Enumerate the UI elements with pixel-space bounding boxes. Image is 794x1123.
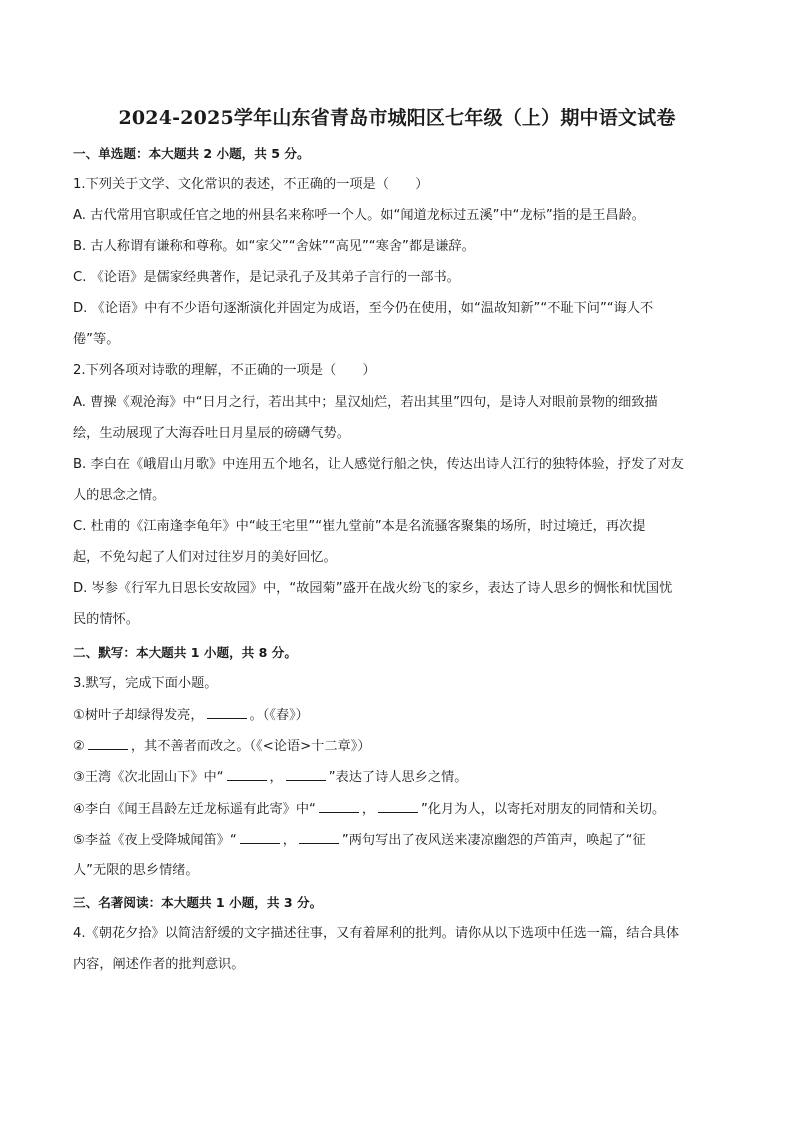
question-2-option-c: C. 杜甫的《江南逢李龟年》中“岐王宅里”“崔九堂前”本是名流骚客聚集的场所，时过境迁，再次提 [73,519,646,534]
dictation-text: ， [269,770,283,785]
dictation-text: ， [282,833,296,848]
dictation-line-1 [73,705,723,726]
dictation-line-3 [73,767,723,788]
answer-blank[interactable] [286,767,326,781]
dictation-line-5 [73,830,723,851]
dictation-text: ，其不善者而改之。（《<论语>十二章》） [130,739,371,754]
page-title: 2024-2025学年山东省青岛市城阳区七年级（上）期中语文试卷 [118,107,676,129]
answer-blank[interactable] [88,736,128,750]
question-3-stem: 3.默写，完成下面小题。 [73,676,218,691]
question-2-option-c-cont: 起，不免勾起了人们对过往岁月的美好回忆。 [73,550,337,565]
question-4-stem-cont: 内容，阐述作者的批判意识。 [73,957,245,972]
section-heading-3: 三、名著阅读：本大题共 1 小题，共 3 分。 [73,895,323,910]
dictation-text: ”两句写出了夜风送来凄凉幽怨的芦笛声，唤起了“征 [341,833,646,848]
question-2-stem: 2.下列各项对诗歌的理解，不正确的一项是（ ） [73,363,376,378]
question-2-option-a: A. 曹操《观沧海》中“日月之行，若出其中；星汉灿烂，若出其里”四句，是诗人对眼前景物的细致描 [73,395,658,410]
answer-blank[interactable] [207,705,247,719]
question-2-option-b: B. 李白在《峨眉山月歌》中连用五个地名，让人感觉行船之快，传达出诗人江行的独特体验，抒发了对友 [73,457,684,472]
answer-blank[interactable] [240,830,280,844]
dictation-text: ”表达了诗人思乡之情。 [328,770,468,785]
dictation-text: ①树叶子却绿得发亮， [73,708,204,723]
question-1-option-d: D. 《论语》中有不少语句逐渐演化并固定为成语，至今仍在使用，如“温故知新”“不耻下问”“诲人不 [73,301,654,316]
question-2-option-a-cont: 绘，生动展现了大海吞吐日月星辰的磅礴气势。 [73,426,350,441]
question-1-option-b: B. 古人称谓有谦称和尊称。如“家父”“舍妹”“高见”“寒舍”都是谦辞。 [73,239,475,254]
section-heading-2: 二、默写：本大题共 1 小题，共 8 分。 [73,645,297,660]
dictation-text: ， [361,802,376,817]
answer-blank[interactable] [319,799,359,813]
dictation-text: 。（《春》） [249,708,309,723]
dictation-text: ② [73,739,85,754]
dictation-text: ③王湾《次北固山下》中“ [73,770,224,785]
section-heading-1: 一、单选题：本大题共 2 小题，共 5 分。 [73,146,310,161]
question-4-stem: 4.《朝花夕拾》以简洁舒缓的文字描述往事，又有着犀利的批判。请你从以下选项中任选一篇，结合具体 [73,926,680,941]
answer-blank[interactable] [299,830,339,844]
dictation-text: ④李白《闻王昌龄左迁龙标遥有此寄》中“ [73,802,316,817]
dictation-line-4 [73,799,723,820]
question-2-option-d-cont: 民的情怀。 [73,612,139,627]
question-1-option-d-cont: 倦”等。 [73,332,120,347]
question-1-option-c: C. 《论语》是儒家经典著作，是记录孔子及其弟子言行的一部书。 [73,270,460,285]
answer-blank[interactable] [378,799,418,813]
dictation-text: ⑤李益《夜上受降城闻笛》“ [73,833,237,848]
answer-blank[interactable] [227,767,267,781]
question-2-option-b-cont: 人的思念之情。 [73,488,166,503]
dictation-line-2 [73,736,723,757]
dictation-line-5-cont: 人”无限的思乡情绪。 [73,863,199,878]
question-2-option-d: D. 岑参《行军九日思长安故园》中，“故园菊”盛开在战火纷飞的家乡，表达了诗人思乡的惆怅和忧国忧 [73,581,673,596]
dictation-text: ”化月为人，以寄托对朋友的同情和关切。 [421,802,666,817]
question-1-stem: 1.下列关于文学、文化常识的表述，不正确的一项是（ ） [73,177,429,192]
question-1-option-a: A. 古代常用官职或任官之地的州县名来称呼一个人。如“闻道龙标过五溪”中“龙标”指的是王昌龄。 [73,208,645,223]
